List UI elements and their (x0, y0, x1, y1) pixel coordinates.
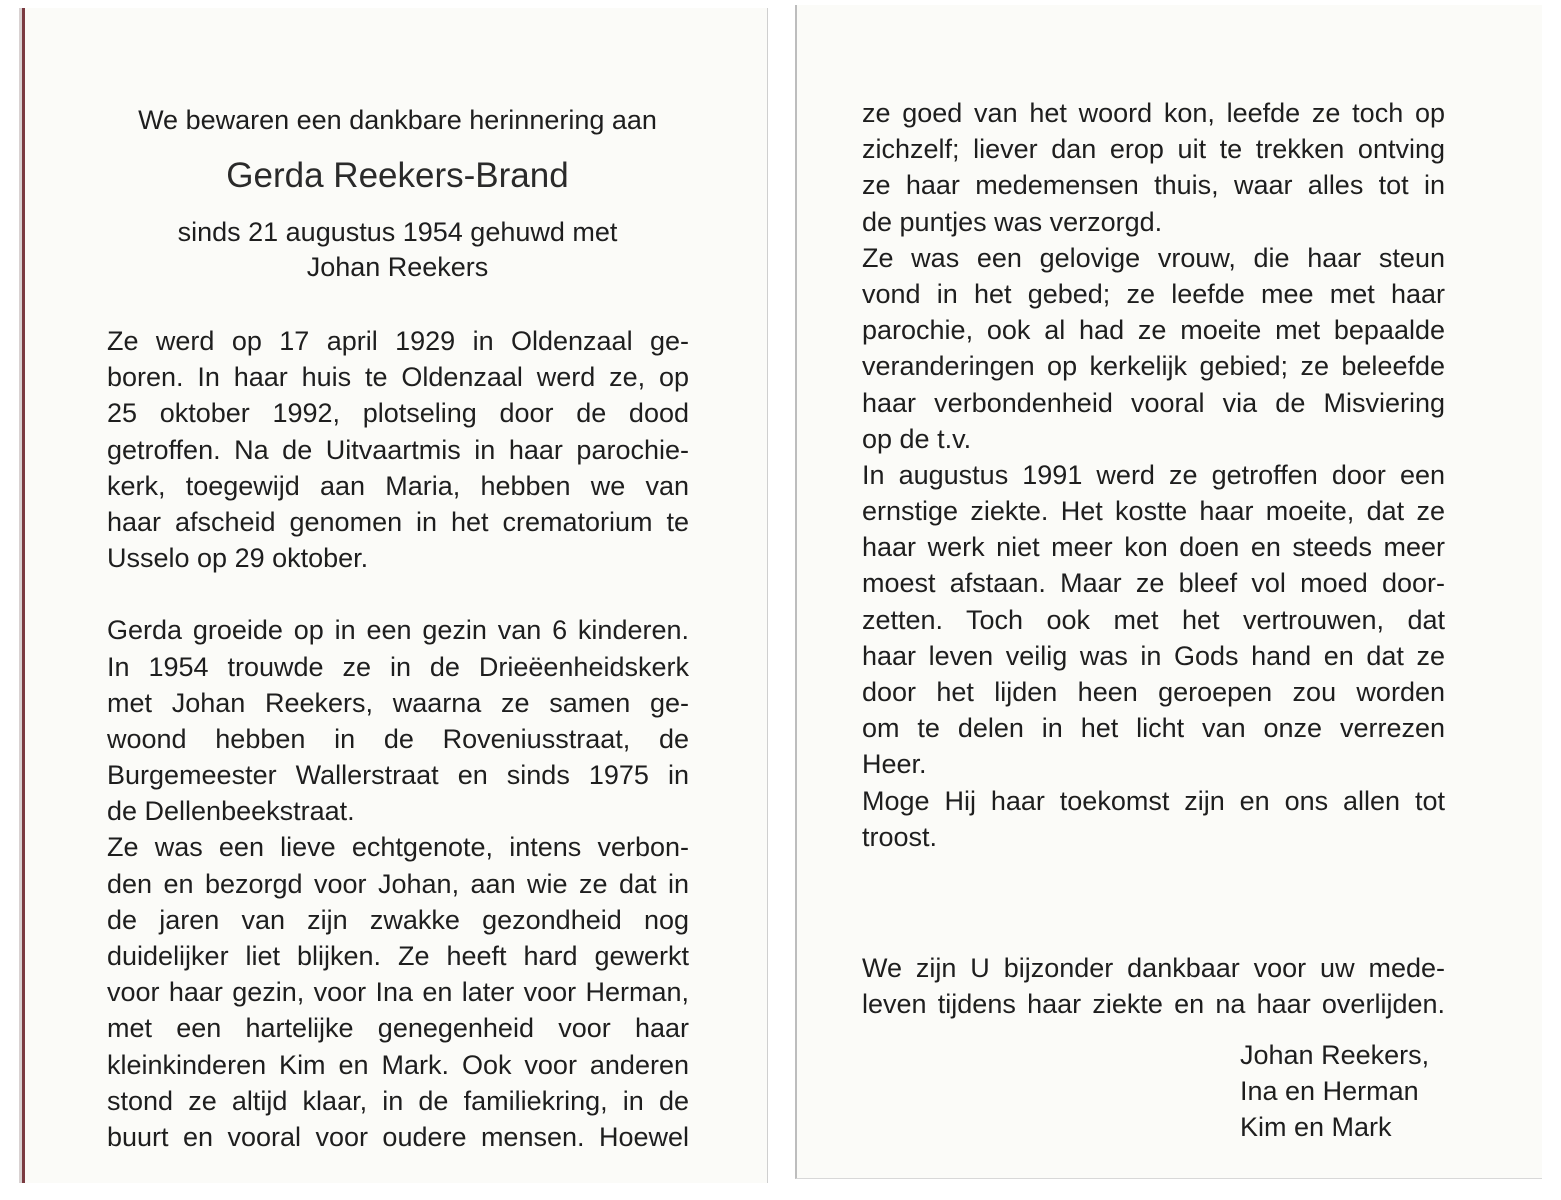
text-line: Ze was een lieve echtgenote, intens verbon- (107, 832, 689, 863)
text-line: met Johan Reekers, waarna ze samen ge- (107, 687, 689, 718)
text-line: moest afstaan. Maar ze bleef vol moed door- (862, 568, 1445, 599)
signature-line: Kim en Mark (1240, 1112, 1392, 1143)
text-line: kerk, toegewijd aan Maria, hebben we van (107, 470, 689, 501)
text-line: leven tijdens haar ziekte en na haar overlijden. (862, 989, 1445, 1020)
intro-line: We bewaren een dankbare herinnering aan (138, 105, 657, 135)
text-line: troost. (862, 821, 938, 852)
signatures (1240, 1037, 1429, 1146)
text-line: met een hartelijke genegenheid voor haar (107, 1013, 689, 1044)
text-line: ze goed van het woord kon, leefde ze toch op (862, 98, 1445, 128)
text-line: de Dellenbeekstraat. (107, 796, 355, 827)
text-line: In augustus 1991 werd ze getroffen door een (862, 459, 1445, 490)
text-line: ernstige ziekte. Het kostte haar moeite, dat ze (862, 496, 1445, 527)
text-line: Gerda groeide op in een gezin van 6 kinderen. (107, 615, 689, 646)
text-line: vond in het gebed; ze leefde mee met haar (862, 278, 1445, 309)
text-line: om te delen in het licht van onze verrezen (862, 713, 1445, 744)
text-line: zetten. Toch ook met het vertrouwen, dat (862, 604, 1445, 635)
text-line: veranderingen op kerkelijk gebied; ze beleefde (862, 351, 1445, 382)
text-line: stond ze altijd klaar, in de familiekring, in de (107, 1085, 689, 1116)
signature-line: Ina en Herman (1240, 1076, 1419, 1107)
text-line: Usselo op 29 oktober. (107, 543, 369, 574)
married-line: sinds 21 augustus 1954 gehuwd met (177, 217, 618, 247)
text-line: haar afscheid genomen in het crematorium te (107, 506, 689, 537)
text-line: zichzelf; liever dan erop uit te trekken ontving (862, 134, 1445, 165)
text-line: parochie, ook al had ze moeite met bepaalde (862, 315, 1445, 346)
text-line: buurt en vooral voor oudere mensen. Hoewel (107, 1121, 689, 1152)
left-body-text (107, 323, 689, 1155)
text-line: 25 oktober 1992, plotseling door de dood (107, 398, 689, 429)
text-line: boren. In haar huis te Oldenzaal werd ze, op (107, 362, 689, 393)
text-line: woond hebben in de Roveniusstraat, de (107, 723, 689, 754)
text-line: haar werk niet meer kon doen en steeds meer (862, 532, 1445, 563)
text-line: duidelijker liet blijken. Ze heeft hard gewerkt (107, 941, 689, 971)
text-line: In 1954 trouwde ze in de Drieëenheidskerk (107, 651, 689, 682)
thanks-text (862, 950, 1445, 1022)
text-line: ze haar medemensen thuis, waar alles tot in (862, 170, 1445, 201)
text-line: We zijn U bijzonder dankbaar voor uw mede- (862, 953, 1445, 983)
text-line: Ze was een gelovige vrouw, die haar steun (862, 242, 1445, 273)
text-line: Heer. (862, 749, 927, 780)
spouse-name: Johan Reekers (306, 252, 489, 282)
text-line: Moge Hij haar toekomst zijn en ons allen tot (862, 785, 1445, 816)
text-line: getroffen. Na de Uitvaartmis in haar parochie- (107, 434, 689, 465)
text-line: de puntjes was verzorgd. (862, 206, 1163, 237)
text-line: den en bezorgd voor Johan, aan wie ze dat in (107, 868, 689, 899)
text-line: Ze werd op 17 april 1929 in Oldenzaal ge- (107, 326, 689, 356)
text-line: op de t.v. (862, 423, 972, 454)
text-line: haar verbondenheid vooral via de Misviering (862, 387, 1445, 418)
right-body-text (862, 95, 1445, 855)
text-line: Burgemeester Wallerstraat en sinds 1975 in (107, 760, 689, 791)
text-line: voor haar gezin, voor Ina en later voor Herman, (107, 977, 689, 1008)
text-line: door het lijden heen geroepen zou worden (862, 677, 1445, 707)
text-line: haar leven veilig was in Gods hand en dat ze (862, 640, 1445, 671)
deceased-name: Gerda Reekers-Brand (226, 156, 569, 195)
text-line: de jaren van zijn zwakke gezondheid nog (107, 904, 689, 935)
signature-line: Johan Reekers, (1240, 1040, 1430, 1070)
paragraph-gap (107, 576, 689, 612)
text-line: kleinkinderen Kim en Mark. Ook voor anderen (107, 1049, 689, 1080)
